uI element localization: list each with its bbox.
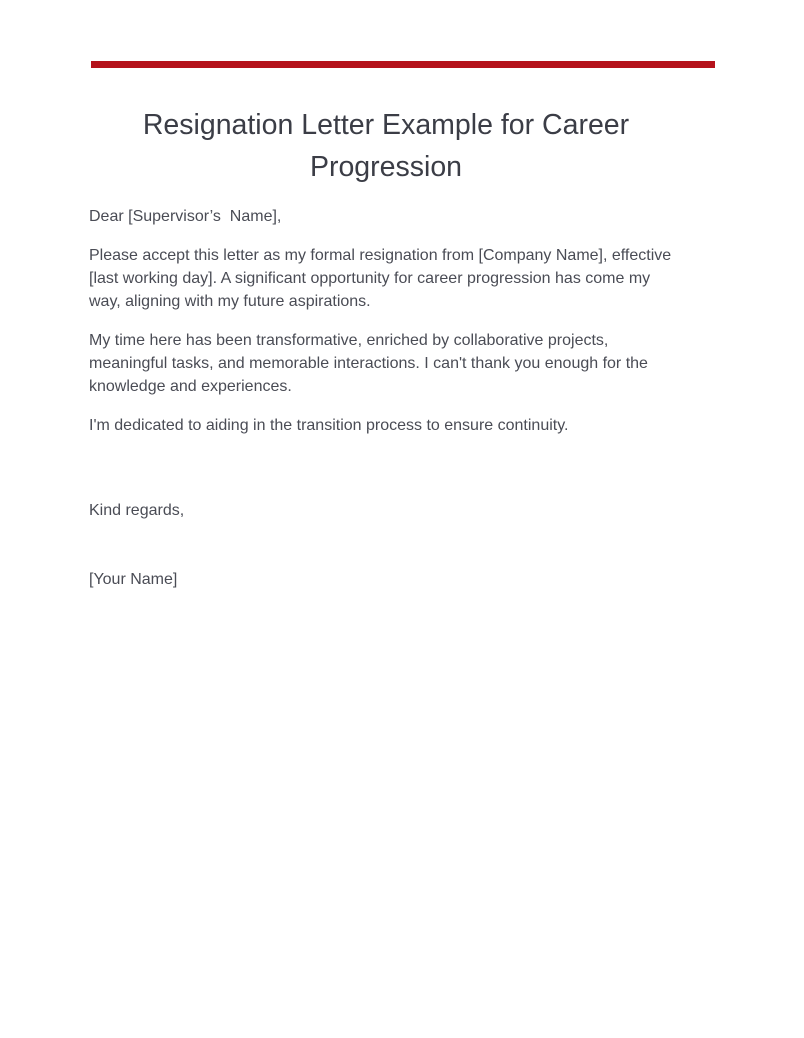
paragraph-gratitude: My time here has been transformative, enriched by collaborative projects, meaningful tasks, and memorable interactions. I can't thank you enough for the knowledge and experiences.: [89, 332, 653, 395]
closing: Kind regards,: [89, 502, 185, 519]
signature-name: [Your Name]: [89, 571, 178, 588]
salutation: Dear [Supervisor’s Name],: [89, 208, 282, 225]
paragraph-resignation-notice: Please accept this letter as my formal resignation from [Company Name], effective [last working day]. A significant opportunity for career progression has come my way, aligning with my future aspirations.: [89, 247, 676, 310]
paragraph-transition: I'm dedicated to aiding in the transition process to ensure continuity.: [89, 417, 569, 434]
header-accent-bar: [91, 61, 715, 68]
document-title: Resignation Letter Example for Career Progression: [142, 109, 630, 183]
letter-body: [89, 205, 685, 637]
signature-block: [89, 453, 685, 637]
